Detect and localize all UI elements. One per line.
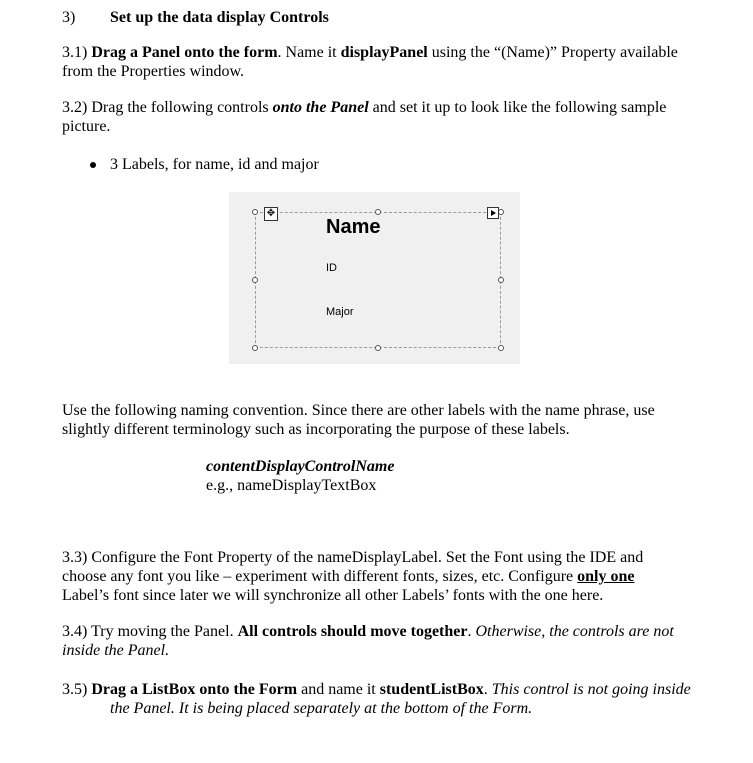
step-3-2 bbox=[62, 98, 702, 136]
resize-handle-right bbox=[498, 277, 504, 283]
step-3-3-text-a: 3.3) Configure the Font Property of the nameDisplayLabel. Set the Font using the IDE and choose any font you like – experiment with different fonts, sizes, etc. Configure bbox=[62, 549, 644, 585]
step-3-1-name: displayPanel bbox=[340, 44, 428, 61]
step-3-3-underlined: only one bbox=[577, 568, 635, 585]
step-3-1-text-b: using the “(Name)” Property available from the Properties window. bbox=[62, 44, 678, 80]
resize-handle-bottom-right bbox=[498, 345, 504, 351]
step-3-1-prefix: 3.1) bbox=[62, 44, 88, 61]
step-3-4 bbox=[62, 622, 692, 660]
smart-tag-icon bbox=[487, 207, 499, 219]
step-3-4-text-a: 3.4) Try moving the Panel. bbox=[62, 623, 238, 640]
step-3-5-bold-a: Drag a ListBox onto the Form bbox=[91, 681, 298, 698]
step-3-2-text-a: 3.2) Drag the following controls bbox=[62, 99, 273, 116]
resize-handle-top-left bbox=[252, 209, 258, 215]
convention-block bbox=[206, 457, 394, 495]
step-3-1-action: Drag a Panel onto the form bbox=[91, 44, 278, 61]
step-3-1 bbox=[62, 43, 702, 81]
step-3-2-emphasis: onto the Panel bbox=[272, 99, 369, 116]
step-3-3-text-b: Label’s font since later we will synchronize all other Labels’ fonts with the one here. bbox=[62, 587, 604, 604]
step-3-5-text-a: and name it bbox=[297, 681, 380, 698]
major-label: Major bbox=[326, 306, 354, 318]
id-label: ID bbox=[326, 262, 337, 274]
step-3-5-text-b: . bbox=[483, 681, 492, 698]
bullet-item: 3 Labels, for name, id and major bbox=[110, 156, 319, 173]
convention-pattern: contentDisplayControlName bbox=[206, 458, 395, 475]
step-3-2-text-b: and set it up to look like the following sample picture. bbox=[62, 99, 667, 135]
step-3-1-text-a: . Name it bbox=[277, 44, 341, 61]
step-3-4-italic: Otherwise, the controls are not inside the Panel. bbox=[62, 623, 674, 659]
section-heading bbox=[62, 8, 329, 27]
step-3-5-bold-b: studentListBox bbox=[379, 681, 484, 698]
resize-handle-bottom bbox=[375, 345, 381, 351]
move-icon: ✥ bbox=[264, 207, 278, 221]
resize-handle-top bbox=[375, 209, 381, 215]
section-number: 3) bbox=[62, 9, 76, 26]
bullet-dot-icon bbox=[90, 162, 96, 168]
name-label: Name bbox=[326, 216, 381, 238]
step-3-5-prefix: 3.5) bbox=[62, 681, 92, 698]
naming-convention-paragraph: Use the following naming convention. Since there are other labels with the name phrase, use slightly different terminology such as incorporating the purpose of these labels. bbox=[62, 402, 655, 438]
step-3-3 bbox=[62, 548, 662, 605]
step-3-4-text-b: . bbox=[467, 623, 476, 640]
convention-example: e.g., nameDisplayTextBox bbox=[206, 477, 377, 494]
step-3-5 bbox=[62, 680, 710, 718]
resize-handle-left bbox=[252, 277, 258, 283]
step-3-4-bold: All controls should move together bbox=[237, 623, 468, 640]
section-title: Set up the data display Controls bbox=[110, 9, 329, 26]
step-3-5-italic: This control is not going inside the Panel. It is being placed separately at the bottom of the Form. bbox=[110, 681, 691, 717]
sample-panel-picture bbox=[229, 192, 520, 364]
resize-handle-bottom-left bbox=[252, 345, 258, 351]
